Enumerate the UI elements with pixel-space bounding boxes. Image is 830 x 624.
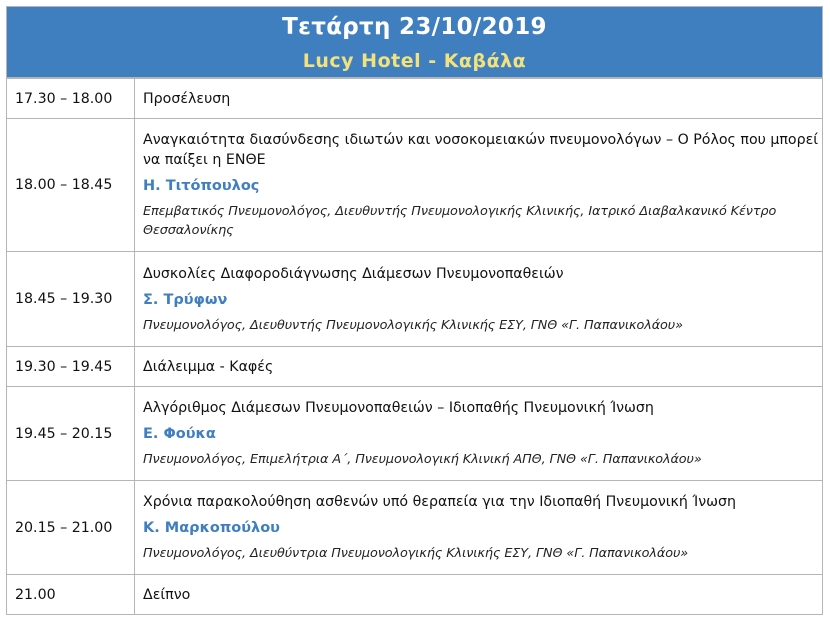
table-row — [7, 481, 823, 575]
session-time: 18.45 – 19.30 — [7, 252, 135, 347]
event-date: Τετάρτη 23/10/2019 — [282, 14, 547, 40]
session-title: Αλγόριθμος Διάμεσων Πνευμονοπαθειών – Ιδιοπαθής Πνευμονική Ίνωση — [143, 400, 654, 416]
table-row — [7, 575, 823, 615]
speaker-affiliation: Επεμβατικός Πνευμονολόγος, Διευθυντής Πνευμονολογικής Κλινικής, Ιατρικό Διαβαλκανικό Κέντρο Θεσσαλονίκης — [143, 204, 777, 238]
table-row — [7, 119, 823, 252]
session-time: 21.00 — [7, 575, 135, 615]
speaker-affiliation: Πνευμονολόγος, Διευθύντρια Πνευμονολογικής Κλινικής ΕΣΥ, ΓΝΘ «Γ. Παπανικολάου» — [143, 546, 689, 561]
table-row — [7, 79, 823, 119]
session-speaker: Κ. Μαρκοπούλου — [143, 520, 280, 536]
session-content — [135, 79, 823, 119]
speaker-affiliation: Πνευμονολόγος, Επιμελήτρια Α΄, Πνευμονολογική Κλινική ΑΠΘ, ΓΝΘ «Γ. Παπανικολάου» — [143, 452, 702, 467]
table-row — [7, 252, 823, 347]
session-title: Προσέλευση — [143, 90, 231, 107]
session-content — [135, 347, 823, 387]
session-content — [135, 119, 823, 252]
session-speaker: Σ. Τρύφων — [143, 291, 228, 308]
event-venue: Lucy Hotel - Καβάλα — [302, 50, 527, 72]
session-time: 18.00 – 18.45 — [7, 119, 135, 252]
schedule-table — [6, 78, 823, 615]
session-time: 19.30 – 19.45 — [7, 347, 135, 387]
table-row — [7, 387, 823, 481]
session-time: 19.45 – 20.15 — [7, 387, 135, 481]
table-row — [7, 347, 823, 387]
session-title: Διάλειμμα - Καφές — [143, 358, 274, 375]
session-speaker: Ε. Φούκα — [143, 426, 216, 442]
session-content — [135, 481, 823, 575]
program-schedule — [6, 6, 823, 615]
session-title: Δείπνο — [143, 586, 191, 603]
session-speaker: Η. Τιτόπουλος — [143, 178, 260, 194]
session-title: Χρόνια παρακολούθηση ασθενών υπό θεραπεία για την Ιδιοπαθή Πνευμονική Ίνωση — [143, 494, 736, 510]
session-time: 17.30 – 18.00 — [7, 79, 135, 119]
session-title: Δυσκολίες Διαφοροδιάγνωσης Διάμεσων Πνευμονοπαθειών — [143, 265, 564, 282]
schedule-header — [6, 6, 823, 78]
session-content — [135, 252, 823, 347]
session-time: 20.15 – 21.00 — [7, 481, 135, 575]
session-content — [135, 575, 823, 615]
session-content — [135, 387, 823, 481]
speaker-affiliation: Πνευμονολόγος, Διευθυντής Πνευμονολογικής Κλινικής ΕΣΥ, ΓΝΘ «Γ. Παπανικολάου» — [143, 317, 683, 333]
session-title: Αναγκαιότητα διασύνδεσης ιδιωτών και νοσοκομειακών πνευμονολόγων – Ο Ρόλος που μπορεί να παίξει η ΕΝΘΕ — [143, 132, 819, 168]
